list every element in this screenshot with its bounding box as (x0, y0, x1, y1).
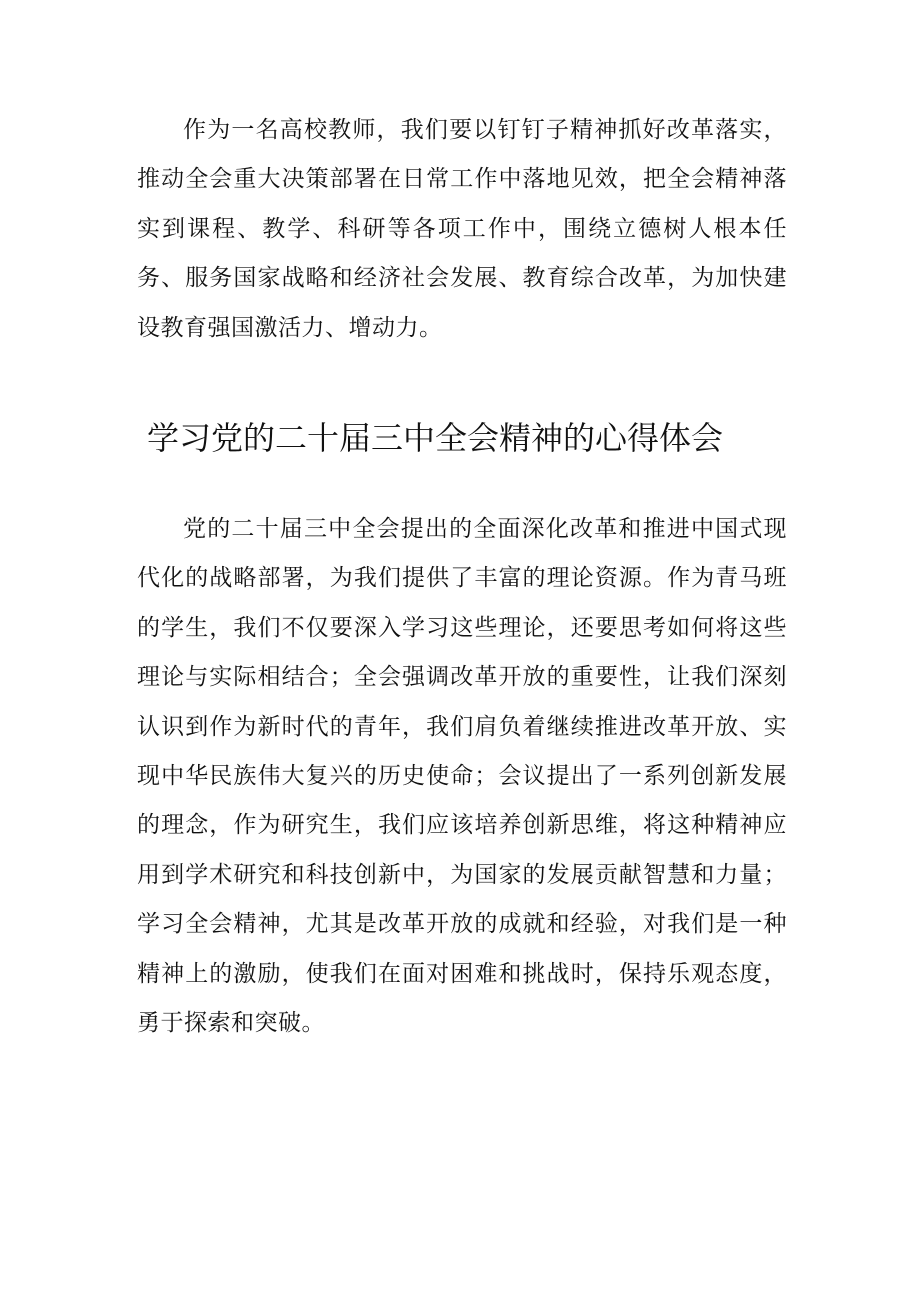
body-paragraph-2: 党的二十届三中全会提出的全面深化改革和推进中国式现代化的战略部署，为我们提供了丰富的理论资源。作为青马班的学生，我们不仅要深入学习这些理论，还要思考如何将这些理论与实际相结合；全会强调改革开放的重要性，让我们深刻认识到作为新时代的青年，我们肩负着继续推进改革开放、实现中华民族伟大复兴的历史使命；会议提出了一系列创新发展的理念，作为研究生，我们应该培养创新思维，将这种精神应用到学术研究和科技创新中，为国家的发展贡献智慧和力量；学习全会精神，尤其是改革开放的成就和经验，对我们是一种精神上的激励，使我们在面对困难和挑战时，保持乐观态度，勇于探索和突破。 (137, 516, 787, 1037)
section-heading: 学习党的二十届三中全会精神的心得体会 (147, 419, 724, 457)
body-paragraph-1: 作为一名高校教师，我们要以钉钉子精神抓好改革落实，推动全会重大决策部署在日常工作中落地见效，把全会精神落实到课程、教学、科研等各项工作中，围绕立德树人根本任务、服务国家战略和经济社会发展、教育综合改革，为加快建设教育强国激活力、增动力。 (137, 117, 787, 341)
